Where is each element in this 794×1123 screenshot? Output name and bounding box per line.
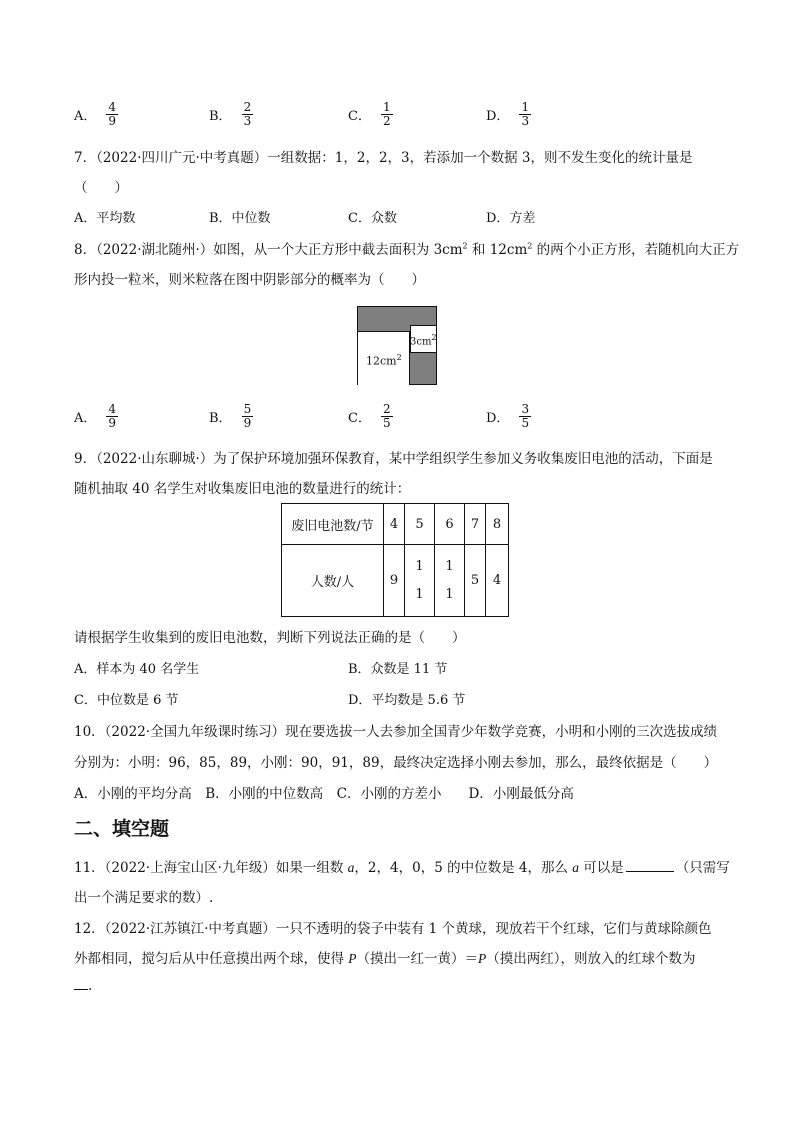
q12-stem-line1: 12．（2022·江苏镇江·中考真题）一只不透明的袋子中装有 1 个黄球，现放若干个红球，它们与黄球除颜色 (74, 921, 712, 937)
q9-option-d: D．平均数是 5.6 节 (348, 693, 466, 708)
cell-line: 1 (415, 558, 424, 574)
q7-paren: （ ） (74, 180, 128, 196)
superscript: 2 (462, 241, 468, 251)
numerator: 2 (243, 100, 252, 114)
table-row (282, 504, 509, 545)
figure-label-3 (410, 333, 437, 347)
text: （只需写 (675, 860, 730, 876)
section-title: 二、填空题 (74, 818, 170, 840)
q8-option-b (209, 403, 253, 430)
table-cell: 7 (465, 504, 486, 545)
fraction (381, 403, 393, 430)
q11-stem-line2: 出一个满足要求的数）. (74, 890, 214, 906)
option-letter: A． (74, 411, 97, 426)
numerator: 5 (243, 402, 252, 416)
numerator: 2 (382, 402, 391, 416)
numerator: 4 (108, 402, 117, 416)
fraction (106, 403, 118, 430)
variable: P (348, 951, 357, 966)
cell-line: 1 (445, 558, 454, 574)
fraction (519, 101, 531, 128)
option-letter: B． (209, 109, 232, 124)
text: 3cm (410, 336, 432, 348)
fraction (381, 101, 393, 128)
q9-stem-line2: 随机抽取 40 名学生对收集废旧电池的数量进行的统计： (74, 481, 411, 497)
figure-square-3 (410, 325, 437, 353)
variable: P (478, 951, 487, 966)
text: 的两个小正方形，若随机向大正方 (532, 242, 740, 258)
q7-option-d: D．方差 (486, 211, 536, 226)
option-letter: C． (348, 109, 371, 124)
fraction (242, 101, 254, 128)
numerator: 1 (521, 100, 530, 114)
figure-label-12 (366, 353, 402, 368)
variable: a (347, 860, 355, 875)
numerator: 3 (521, 402, 530, 416)
option-letter: D． (486, 109, 510, 124)
text: （摸出两红），则放入的红球个数为 (486, 951, 696, 967)
q6-option-c (348, 101, 393, 128)
denominator: 9 (108, 416, 117, 430)
q9-option-c: C．中位数是 6 节 (74, 693, 179, 708)
fraction (519, 403, 531, 430)
answer-blank[interactable] (626, 859, 674, 872)
superscript: 2 (396, 353, 402, 362)
text: 8．（2022·湖北随州·）如图，从一个大正方形中截去面积为 3cm (74, 242, 463, 258)
text: ，2，4，0，5 的中位数是 4，那么 (354, 860, 573, 876)
superscript: 2 (431, 333, 437, 342)
denominator: 9 (108, 114, 117, 128)
q10-stem-line2: 分别为：小明：96，85，89，小刚：90，91，89，最终决定选择小刚去参加，那么，最终依据是（ ） (74, 755, 718, 771)
variable: a (572, 860, 579, 875)
q11-stem-line1 (74, 856, 730, 876)
option-letter: C． (348, 411, 371, 426)
q8-option-a (74, 403, 118, 430)
table-cell: 5 (465, 545, 486, 617)
text: （摸出一红一黄）＝ (356, 951, 479, 967)
denominator: 5 (382, 416, 391, 430)
q7-stem: 7．（2022·四川广元·中考真题）一组数据：1，2，2，3，若添加一个数据 3，则不发生变化的统计量是 (74, 150, 693, 166)
text: 可以是 (579, 860, 624, 876)
table-cell: 4 (486, 545, 509, 617)
numerator: 1 (382, 100, 391, 114)
answer-blank[interactable] (74, 977, 88, 990)
table-row (282, 545, 509, 617)
table-header-cell: 人数/人 (282, 545, 384, 617)
denominator: 2 (382, 114, 391, 128)
q9-option-b: B．众数是 11 节 (348, 662, 448, 677)
q8-option-d (486, 403, 531, 430)
text: 11．（2022·上海宝山区·九年级）如果一组数 (74, 860, 348, 876)
q9-prompt: 请根据学生收集到的废旧电池数，判断下列说法正确的是（ ） (74, 630, 466, 646)
table-cell: 4 (384, 504, 405, 545)
option-letter: D． (486, 411, 510, 426)
q10-options: A．小刚的平均分高 B．小刚的中位数高 C．小刚的方差小 D．小刚最低分高 (74, 786, 574, 802)
figure-square-12 (358, 331, 410, 385)
denominator: 5 (521, 416, 530, 430)
cell-line: 1 (445, 586, 454, 602)
fraction (106, 101, 118, 128)
q7-option-c: C．众数 (348, 211, 397, 226)
denominator: 9 (243, 416, 252, 430)
text: 和 12cm (467, 242, 528, 258)
q7-option-b: B．中位数 (209, 211, 271, 226)
q12-stem-line3 (74, 977, 92, 994)
table-cell: 9 (384, 545, 405, 617)
text: 外都相同，搅匀后从中任意摸出两个球，使得 (74, 951, 349, 967)
table-cell: 6 (435, 504, 465, 545)
q12-stem-line2 (74, 947, 696, 967)
q9-table (281, 503, 509, 617)
q8-stem-line1 (74, 238, 739, 258)
option-letter: A． (74, 109, 97, 124)
q8-figure (357, 306, 437, 385)
q6-option-b (209, 101, 253, 128)
superscript: 2 (527, 241, 533, 251)
text: 12cm (366, 354, 397, 368)
fraction (242, 403, 254, 430)
table-cell (435, 545, 465, 617)
q8-stem-line2: 形内投一粒米，则米粒落在图中阴影部分的概率为（ ） (74, 272, 425, 288)
table-cell: 8 (486, 504, 509, 545)
option-letter: B． (209, 411, 232, 426)
q10-stem-line1: 10．（2022·全国九年级课时练习）现在要选拔一人去参加全国青少年数学竞赛，小明和小刚的三次选拔成绩 (74, 724, 718, 740)
q6-option-a (74, 101, 118, 128)
q7-option-a: A．平均数 (74, 211, 136, 226)
q8-option-c (348, 403, 393, 430)
denominator: 3 (243, 114, 252, 128)
table-cell (405, 545, 435, 617)
table-cell: 5 (405, 504, 435, 545)
numerator: 4 (108, 100, 117, 114)
q9-stem-line1: 9．（2022·山东聊城·）为了保护环境加强环保教育，某中学组织学生参加义务收集废旧电池的活动，下面是 (74, 451, 713, 467)
q6-option-d (486, 101, 531, 128)
cell-line: 1 (415, 586, 424, 602)
table-header-cell: 废旧电池数/节 (282, 504, 384, 545)
denominator: 3 (521, 114, 530, 128)
text: . (88, 978, 93, 994)
q9-option-a: A．样本为 40 名学生 (74, 662, 200, 677)
